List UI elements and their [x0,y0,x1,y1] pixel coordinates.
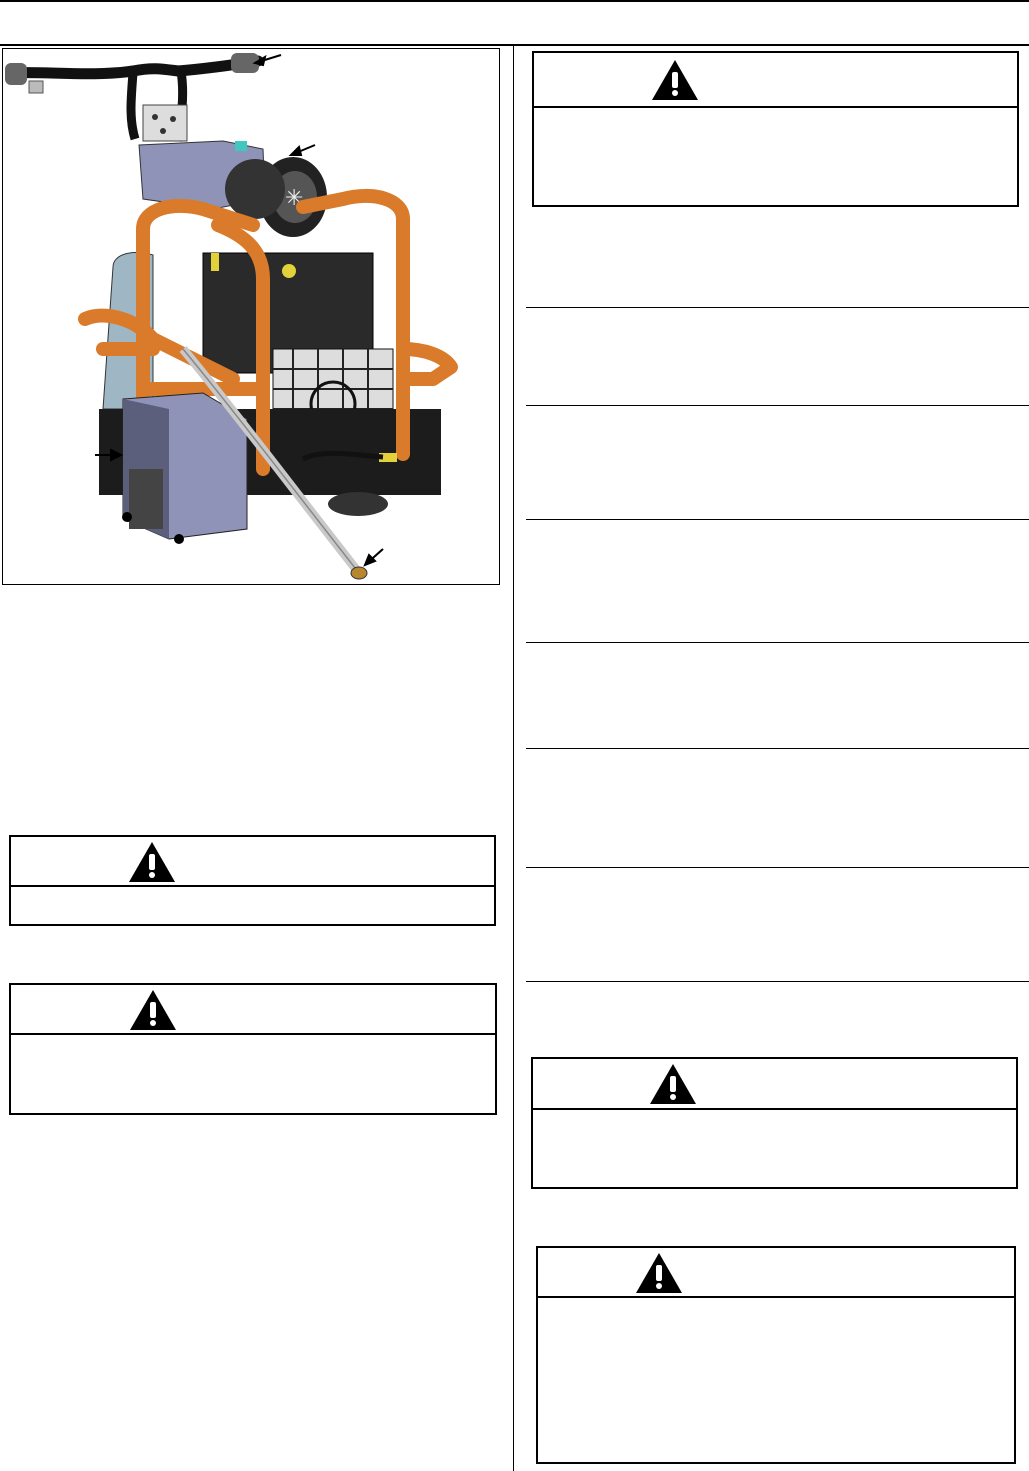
section-divider-3 [526,519,1029,520]
saw-illustration [2,48,500,585]
warning-header [534,53,1017,108]
section-divider-6 [526,867,1029,868]
section-divider-7 [526,981,1029,982]
warning-triangle-icon [127,840,177,884]
warning-triangle-icon [650,58,700,102]
warning-body [534,108,1017,205]
fuel-cap [235,141,247,151]
warning-body [533,1110,1016,1187]
warning-header [11,985,495,1035]
warning-header [533,1059,1016,1110]
svg-text:✳: ✳ [285,186,304,211]
warning-body [538,1298,1014,1462]
section-divider-1 [526,307,1029,308]
hose-coupling [351,567,367,579]
warning-body [11,887,494,924]
handle-bar [5,53,259,141]
page-top-border [0,0,1029,2]
left-grip [5,63,27,85]
section-divider-2 [526,405,1029,406]
warning-triangle-icon [128,988,178,1032]
warning-header [538,1248,1014,1298]
warning-box-right-top [532,51,1019,207]
warning-box-left-2 [9,983,497,1115]
warning-header [11,837,494,887]
control-panel [143,105,187,141]
column-divider [513,46,514,1471]
section-divider-4 [526,642,1029,643]
page-header-rule [0,44,1029,46]
section-divider-5 [526,748,1029,749]
warning-box-right-4 [536,1246,1016,1464]
warning-body [11,1035,495,1113]
floor-saw-drawing [3,49,500,585]
warning-triangle-icon [648,1062,698,1106]
warning-triangle-icon [634,1251,684,1295]
warning-box-right-3 [531,1057,1018,1189]
warning-box-left-1 [9,835,496,926]
